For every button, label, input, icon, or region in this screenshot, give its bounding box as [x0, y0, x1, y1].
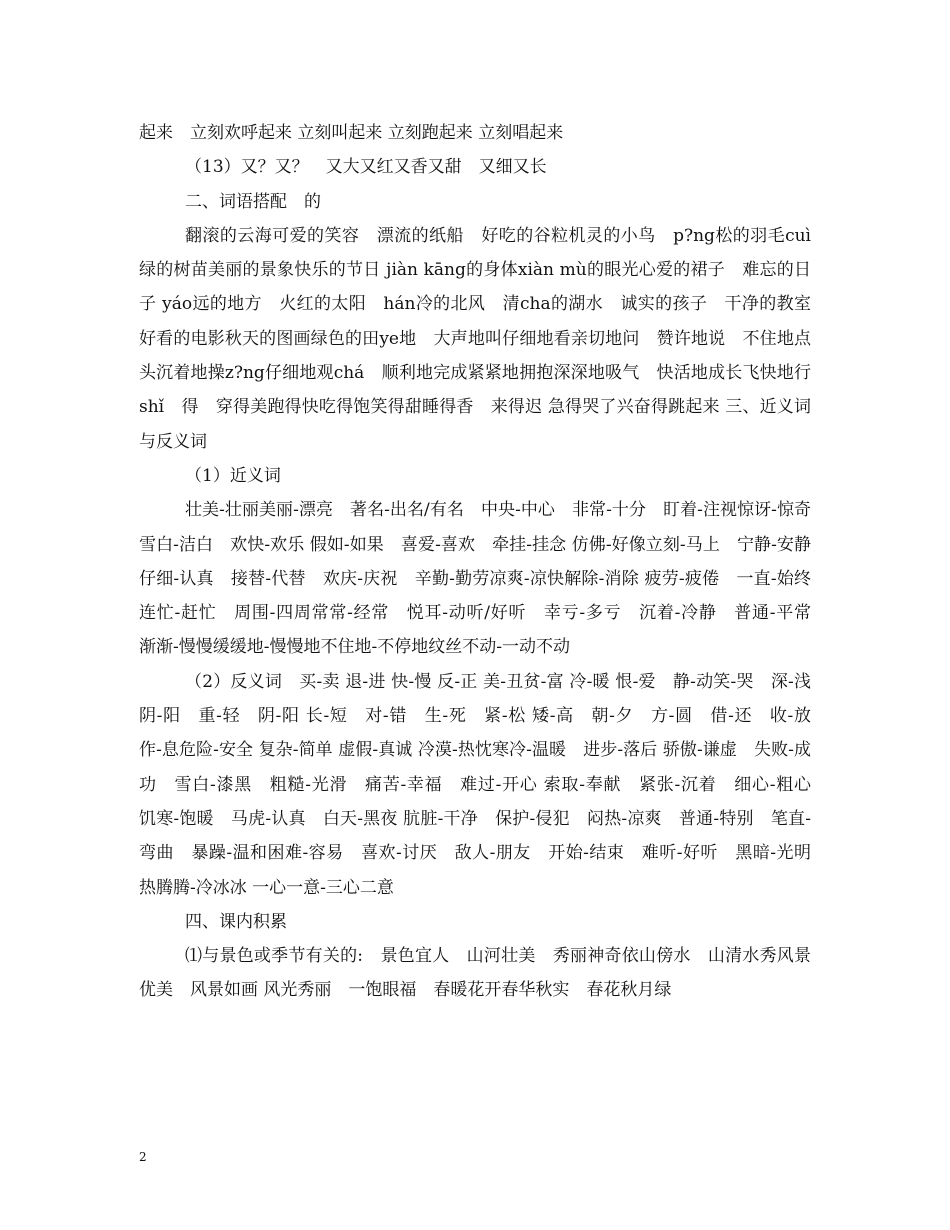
paragraph-1: 起来 立刻欢呼起来 立刻叫起来 立刻跑起来 立刻唱起来	[139, 123, 564, 143]
paragraph-word-matching: 翻滚的云海可爱的笑容 漂流的纸船 好吃的谷粒机灵的小鸟 p?ng松的羽毛cuì绿的树苗美丽的景象快乐的节日 jiàn kāng的身体xiàn mù的眼光心爱的裙子 难忘的日子 yáo远的地方 火红的太阳 hán冷的北风 清cha的湖水 诚实的孩子 干净的教室好看的电影秋天的图画绿色的田ye地 大声地叫仔细地看亲切地问 赞许地说 不住地点头沉着地操z?ng仔细地观chá 顺利地完成紧紧地拥抱深深地吸气 快活地成长飞快地行shǐ 得 穿得美跑得快吃得饱笑得甜睡得香 来得迟 急得哭了兴奋得跳起来 三、近义词与反义词	[139, 225, 811, 452]
section-heading-word-matching: 二、词语搭配 的	[185, 191, 321, 212]
paragraph-scenery-idioms: ⑴与景色或季节有关的: 景色宜人 山河壮美 秀丽神奇依山傍水 山清水秀风景优美 风景如画 风光秀丽 一饱眼福 春暖花开春华秋实 春花秋月绿	[139, 946, 811, 1001]
paragraph-synonyms: 壮美-壮丽美丽-漂亮 著名-出名/有名 中央-中心 非常-十分 盯着-注视惊讶-惊奇雪白-洁白 欢快-欢乐 假如-如果 喜爱-喜欢 牵挂-挂念 仿佛-好像立刻-马上 宁静-安静 仔细-认真 接替-代替 欢庆-庆祝 辛勤-勤劳凉爽-凉快解除-消除 疲劳-疲倦 一直-始终 连忙-赶忙 周围-四周常常-经常 悦耳-动听/好听 幸亏-多亏 沉着-冷静 普通-平常 渐渐-慢慢缓缓地-慢慢地不住地-不停地纹丝不动-一动不动	[139, 500, 828, 658]
subheading-synonyms: （1）近义词	[185, 465, 281, 486]
document-body	[139, 116, 828, 1008]
section-heading-accumulation: 四、课内积累	[185, 911, 287, 932]
page-number: 2	[139, 1150, 147, 1164]
paragraph-2: （13）又？又？ 又大又红又香又甜 又细又长	[185, 157, 547, 178]
paragraph-antonyms: （2）反义词 买-卖 退-进 快-慢 反-正 美-丑贫-富 冷-暖 恨-爱 静-动笑-哭 深-浅 阴-阳 重-轻 阴-阳 长-短 对-错 生-死 紧-松 矮-高 朝-夕 方-圆 借-还 收-放 作-息危险-安全 复杂-简单 虚假-真诚 冷漠-热忱寒冷-温暖 进步-落后 骄傲-谦虚 失败-成功 雪白-漆黑 粗糙-光滑 痛苦-幸福 难过-开心 索取-奉献 紧张-沉着 细心-粗心 饥寒-饱暖 马虎-认真 白天-黑夜 肮脏-干净 保护-侵犯 闷热-凉爽 普通-特别 笔直-弯曲 暴躁-温和困难-容易 喜欢-讨厌 敌人-朋友 开始-结束 难听-好听 黑暗-光明 热腾腾-冷冰冰 一心一意-三心二意	[139, 671, 828, 898]
